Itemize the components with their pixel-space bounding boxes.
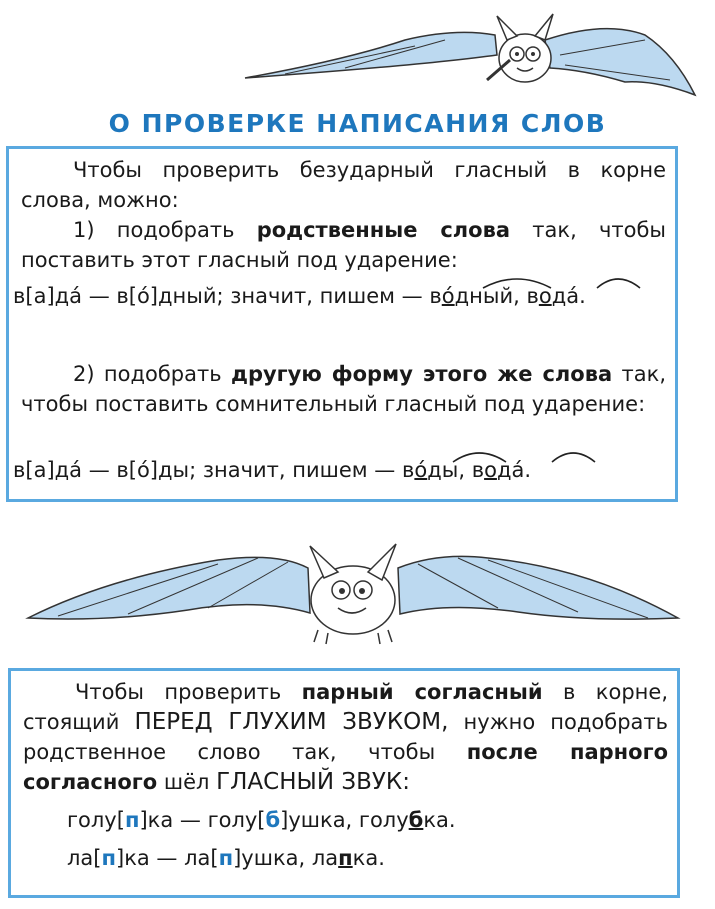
check-word-arc: в [429, 284, 442, 308]
bat-illustration-top [225, 10, 715, 110]
rule-box-unstressed-vowel [6, 146, 678, 502]
consonant-example-one: голу[п]ка — голу[б]ушка, голубка. [67, 808, 456, 832]
rule-one-paragraph: 1) подобрать родственные слова так, чтобы поставить этот гласный под ударение: [21, 218, 666, 272]
rule-box-paired-consonant [8, 668, 680, 898]
page-title: О ПРОВЕРКЕ НАПИСАНИЯ СЛОВ [108, 109, 607, 138]
rule-two-paragraph: 2) подобрать другую форму этого же слова так, чтобы поставить сомнительный гласный под ударение: [21, 362, 667, 416]
example-line-one: в[а]да́ — в[о́]дный; значит, пишем — во́дный, вода́. [13, 284, 586, 308]
intro-paragraph: Чтобы проверить безударный гласный в корне слова, можно: [21, 158, 666, 212]
consonant-example-two: ла[п]ка — ла[п]ушка, лапка. [67, 846, 385, 870]
consonant-rule-paragraph: Чтобы проверить парный согласный в корне, стоящий ПЕРЕД ГЛУХИМ ЗВУКОМ, нужно подобрать родственное слово так, чтобы после парного согласного шёл ГЛАСНЫЙ ЗВУК: [23, 680, 669, 795]
bat-illustration-middle [18, 538, 688, 653]
example-line-two: в[а]да́ — в[о́]ды; значит, пишем — во́ды, вода́. [13, 458, 532, 482]
